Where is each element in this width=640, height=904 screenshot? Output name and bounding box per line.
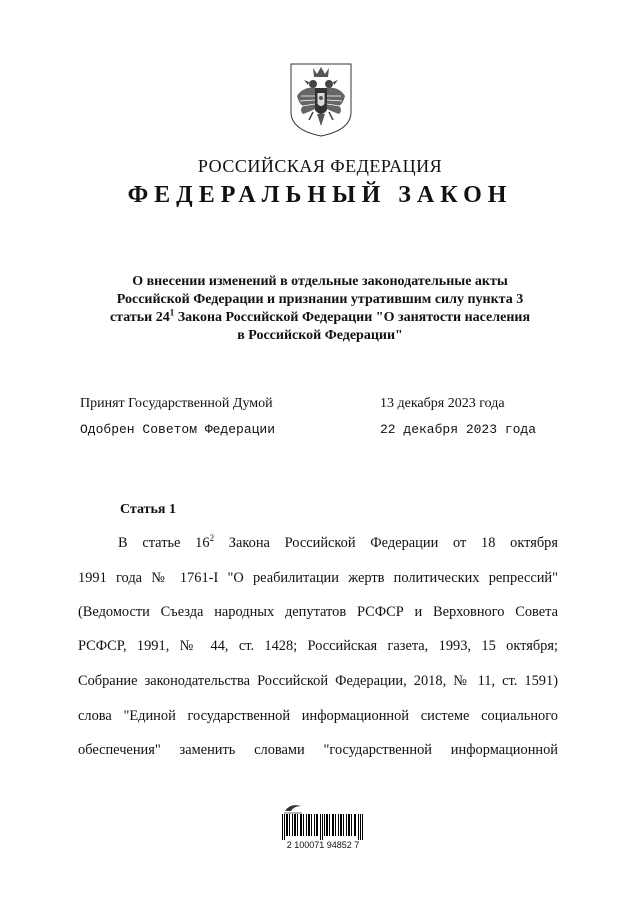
article-text-line: В статье $16^2$ Закона Российской Федерации от 18 октября bbox=[118, 533, 558, 551]
law-title-line: в Российской Федерации" bbox=[237, 328, 403, 343]
law-title-line: Российской Федерации и признании утратившим силу пункта 3 bbox=[116, 292, 524, 307]
article-text-line: 1991 года № 1761-I "О реабилитации жертв политических репрессий" bbox=[78, 570, 558, 586]
law-title-line: статьи $24^1$ Закона Российской Федерации "О занятости населения bbox=[109, 307, 531, 325]
duma-adoption-label: Принят Государственной Думой bbox=[80, 396, 273, 411]
law-title bbox=[80, 273, 560, 345]
duma-adoption-date: 13 декабря 2023 года bbox=[380, 396, 505, 411]
article-text-line: (Ведомости Съезда народных депутатов РСФСР и Верховного Совета bbox=[78, 604, 558, 620]
council-approval-date: 22 декабря 2023 года bbox=[380, 422, 537, 437]
document-type: ФЕДЕРАЛЬНЫЙ ЗАКОН bbox=[127, 182, 513, 208]
superscript: 1 bbox=[169, 307, 175, 318]
barcode-number: 2 100071 94852 7 bbox=[286, 840, 360, 850]
country-name: РОССИЙСКАЯ ФЕДЕРАЦИЯ bbox=[197, 156, 443, 176]
article-text-line: Собрание законодательства Российской Федерации, 2018, № 11, ст. 1591) bbox=[78, 673, 558, 689]
russian-coat-of-arms-icon bbox=[289, 62, 353, 138]
article-text-line: РСФСР, 1991, № 44, ст. 1428; Российская газета, 1993, 15 октября; bbox=[78, 638, 558, 654]
barcode-icon bbox=[282, 814, 364, 840]
article-text-line: обеспечения" заменить словами "государственной информационной bbox=[78, 742, 558, 758]
article-heading: Статья 1 bbox=[120, 502, 176, 517]
article-text-line: слова "Единой государственной информационной системе социального bbox=[78, 708, 558, 724]
superscript: 2 bbox=[209, 533, 215, 544]
council-approval-label: Одобрен Советом Федерации bbox=[80, 422, 276, 437]
printing-house-logo-icon bbox=[282, 802, 304, 814]
law-title-line: О внесении изменений в отдельные законодательные акты bbox=[132, 274, 508, 289]
